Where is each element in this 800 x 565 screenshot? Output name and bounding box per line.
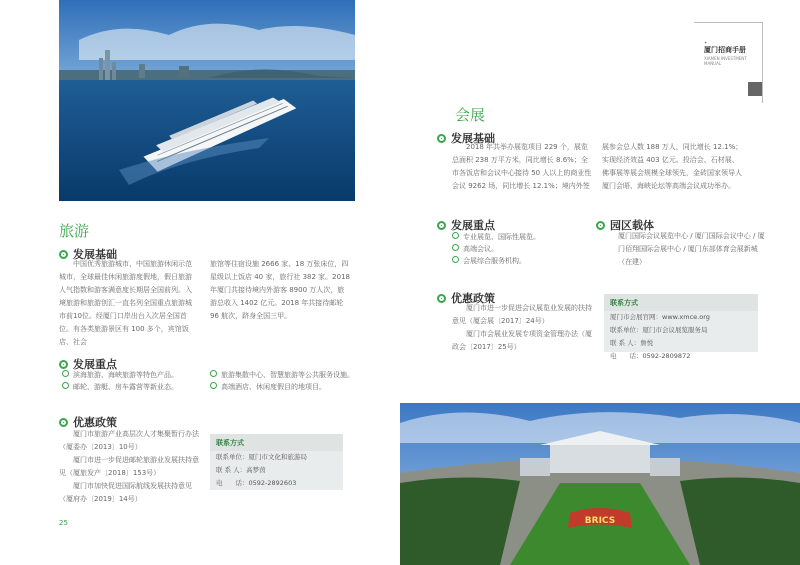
- circle-bullet-icon: [452, 256, 459, 263]
- tourism-basics-col1: 中国优秀旅游城市、中国旅游休闲示范城市，全球最佳休闲旅游度假地，假日旅游人气指数和游客满意度长期居全国前列。入境旅游和旅游创汇一直名列全国重点旅游城市前10位。经厦门口岸出台入次居全国首位。有各类旅游景区有 100 多个，宾馆饭店、社会: [59, 260, 192, 346]
- exhibition-basics-col2: 展参会总人数 188 万人，同比增长 12.1%；实现经济效益 403 亿元。投洽会、石材展、佛事展等展会规模全球领先，金砖国家领导人厦门会晤、海峡论坛等高端会议成功举办。: [602, 143, 743, 190]
- contact-header: 联系方式: [210, 434, 343, 451]
- section-title-tourism: 旅游: [59, 222, 90, 240]
- header-subtitle: XIAMEN INVESTMENT MANUAL: [704, 56, 747, 66]
- list-item: 高端酒店、休闲度假目的地项目。: [210, 381, 360, 393]
- green-ring-icon: [437, 134, 446, 143]
- contact-row: 联 系 人：詹悦: [610, 339, 654, 347]
- policy-item: 厦门市旅游产业高层次人才集聚暂行办法（厦委办〔2013〕10号）: [59, 430, 199, 451]
- green-ring-icon: [437, 294, 446, 303]
- circle-bullet-icon: [452, 232, 459, 239]
- policy-item: 厦门市会展业发展专项资金管理办法（厦政会〔2017〕25号）: [452, 330, 592, 351]
- green-ring-icon: [59, 360, 68, 369]
- circle-bullet-icon: [210, 382, 217, 389]
- list-item: 滨海旅游、海峡旅游等特色产品。: [62, 369, 202, 381]
- list-item: 高端会议。: [452, 243, 592, 255]
- policy-item: 厦门市加快促进国际航线发展扶持意见（厦府办〔2019〕14号）: [59, 482, 192, 503]
- contact-row: 厦门市会展官网：www.xmce.org: [610, 313, 710, 321]
- header-title: 厦门招商手册: [704, 46, 746, 54]
- tourism-focus-title: 发展重点: [59, 356, 117, 372]
- policy-item: 厦门市进一步促进邮轮旅游业发展扶持意见（厦旅发产〔2018〕153号）: [59, 456, 199, 477]
- exhibition-focus-list: [452, 231, 592, 267]
- tourism-focus-col1: [62, 369, 202, 393]
- green-ring-icon: [437, 221, 446, 230]
- convention-center-photo: [400, 403, 800, 565]
- tourism-basics-title: 发展基础: [59, 246, 117, 262]
- green-ring-icon: [596, 221, 605, 230]
- green-ring-icon: [59, 418, 68, 427]
- tourism-focus-col2: [210, 369, 360, 393]
- circle-bullet-icon: [62, 370, 69, 377]
- contact-row: 联系单位：厦门市会议展览服务局: [610, 326, 708, 334]
- exhibition-contact-box: [604, 294, 758, 360]
- exhibition-policy-list: [452, 302, 597, 354]
- list-item: 邮轮、游艇、房车露营等新业态。: [62, 381, 202, 393]
- policy-item: 厦门市进一步促进会议展览业发展的扶持意见（厦会展〔2017〕24号）: [452, 304, 592, 325]
- contact-header: 联系方式: [604, 294, 758, 311]
- tourism-policy-list: [59, 428, 201, 506]
- exhibition-basics-title: 发展基础: [437, 130, 495, 146]
- circle-bullet-icon: [62, 382, 69, 389]
- tourism-basics-col2: 旅馆等住宿设施 2666 家、18 万张床位，四星级以上饭店 40 家，旅行社 382 家。2018 年厦门共接待境内外游客 8900 万人次，旅游总收入 1402 亿元。2018 年共接待邮轮 96 航次，跻身全国三甲。: [210, 260, 350, 320]
- cruise-ship-photo: [59, 0, 355, 201]
- svg-text:BRICS: BRICS: [584, 516, 616, 526]
- circle-bullet-icon: [210, 370, 217, 377]
- header: [704, 40, 764, 66]
- list-item: 专业展览、国际性展览。: [452, 231, 592, 243]
- circle-bullet-icon: [452, 244, 459, 251]
- contact-row: 联 系 人：高梦茵: [216, 466, 266, 474]
- tourism-policy-title: 优惠政策: [59, 414, 117, 430]
- star-icon: ✦: [704, 40, 708, 45]
- section-title-exhibition: 会展: [455, 106, 486, 124]
- exhibition-carrier-text: 厦门国际会议展览中心 / 厦门国际会议中心 / 厦门佰翔国际会展中心 / 厦门东部体育会展新城（在建）: [618, 232, 765, 266]
- tourism-contact-box: [210, 434, 343, 490]
- exhibition-focus-title: 发展重点: [437, 217, 495, 233]
- exhibition-policy-title: 优惠政策: [437, 290, 495, 306]
- page-number: 25: [59, 519, 68, 527]
- header-square-decoration: [748, 82, 762, 96]
- exhibition-carrier-title: 园区载体: [596, 217, 654, 233]
- contact-row: 电 话：0592-2809872: [610, 352, 691, 360]
- exhibition-basics-col1: 2018 年共举办展览项目 229 个，展览总面积 238 万平方米，同比增长 8.6%；全市各饭店和会议中心接待 50 人以上的商业性会议 9262 场，同比增长 12.1%；境内外签: [452, 143, 592, 190]
- contact-row: 联系单位：厦门市文化和旅游局: [216, 453, 307, 461]
- contact-row: 电 话：0592-2892603: [216, 479, 297, 487]
- list-item: 旅游集散中心、智慧旅游等公共服务设施。: [210, 369, 360, 381]
- list-item: 会展综合服务机构。: [452, 255, 592, 267]
